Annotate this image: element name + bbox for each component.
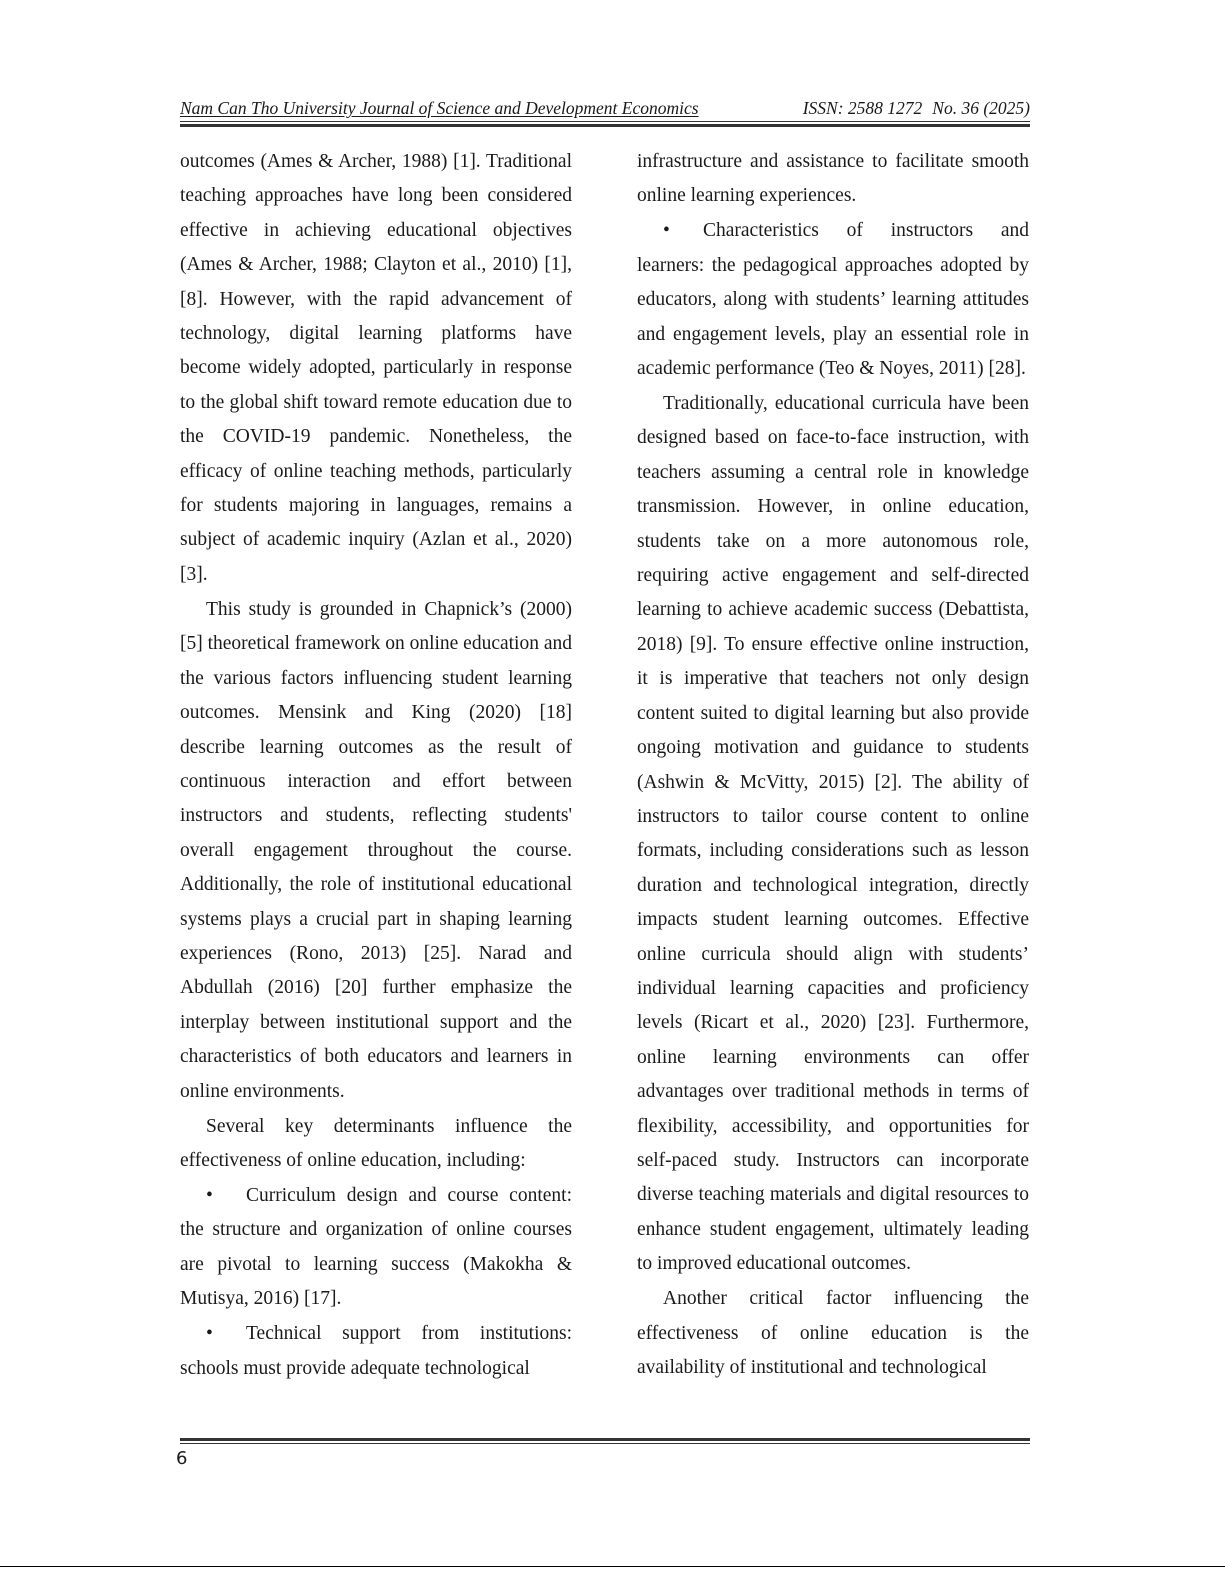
- bullet-item: [180, 1317, 572, 1386]
- bullet-icon: •: [206, 1323, 213, 1345]
- footer-rule-thick: [180, 1438, 1030, 1441]
- bullet-text: Curriculum design and course content: the structure and organization of online courses are pivotal to learning success (Makokha & Mutisya, 2016) [17].: [180, 1184, 572, 1310]
- paragraph: Traditionally, educational curricula have been designed based on face-to-face instruction, with teachers assuming a central role in knowledge transmission. However, in online education, students take on a more autonomous role, requiring active engagement and self-directed learning to achieve academic success (Debattista, 2018) [9]. To ensure effective online instruction, it is imperative that teachers not only design content suited to digital learning but also provide ongoing motivation and guidance to students (Ashwin & McVitty, 2015) [2]. The ability of instructors to tailor course content to online formats, including considerations such as lesson duration and technological integration, directly impacts student learning outcomes. Effective online curricula should align with students’ individual learning capacities and proficiency levels (Ricart et al., 2020) [23]. Furthermore, online learning environments can offer advantages over traditional methods in terms of flexibility, accessibility, and opportunities for self-paced study. Instructors can incorporate diverse teaching materials and digital resources to enhance student engagement, ultimately leading to improved educational outcomes.: [637, 393, 1029, 1275]
- bullet-text: Technical support from institutions: schools must provide adequate technological: [180, 1323, 572, 1379]
- paragraph: This study is grounded in Chapnick’s (2000) [5] theoretical framework on online education and the various factors influencing student learning outcomes. Mensink and King (2020) [18] describe learning outcomes as the result of continuous interaction and effort between instructors and students, reflecting students' overall engagement throughout the course. Additionally, the role of institutional educational systems plays a crucial part in shaping learning experiences (Rono, 2013) [25]. Narad and Abdullah (2016) [20] further emphasize the interplay between institutional support and the characteristics of both educators and learners in online environments.: [180, 598, 573, 1102]
- issn-issue: [803, 96, 1030, 120]
- paragraph: infrastructure and assistance to facilitate smooth online learning experiences.: [637, 151, 1029, 207]
- journal-title: Nam Can Tho University Journal of Science and Development Economics: [180, 98, 699, 118]
- page-edge: [0, 1566, 1225, 1567]
- bullet-text: Characteristics of instructors and learners: the pedagogical approaches adopted by educators, along with students’ learning attitudes and engagement levels, play an essential role in academic performance (Teo & Noyes, 2011) [28].: [637, 220, 1029, 380]
- issn: ISSN: 2588 1272: [802, 98, 923, 118]
- bullet-icon: •: [663, 220, 670, 242]
- page-number: 6: [176, 1448, 188, 1469]
- footer-rule-thin: [180, 1443, 1030, 1444]
- bullet-item: [180, 1179, 572, 1317]
- right-column: [637, 145, 1029, 1385]
- paragraph: outcomes (Ames & Archer, 1988) [1]. Traditional teaching approaches have long been considered effective in achieving educational objectives (Ames & Archer, 1988; Clayton et al., 2010) [1],[8]. However, with the rapid advancement of technology, digital learning platforms have become widely adopted, particularly in response to the global shift toward remote education due to the COVID-19 pandemic. Nonetheless, the efficacy of online teaching methods, particularly for students majoring in languages, remains a subject of academic inquiry (Azlan et al., 2020) [3].: [180, 151, 572, 585]
- running-header: [180, 96, 1030, 120]
- issue-number: No. 36 (2025): [932, 98, 1030, 118]
- paragraph: Another critical factor influencing the effectiveness of online education is the availability of institutional and technological: [637, 1288, 1029, 1378]
- header-rule-thick: [180, 124, 1030, 127]
- paragraph: Several key determinants influence the effectiveness of online education, including:: [180, 1115, 572, 1171]
- header-rule-thin: [180, 121, 1030, 122]
- left-column: [180, 145, 572, 1386]
- bullet-icon: •: [206, 1184, 213, 1206]
- bullet-item: [637, 214, 1029, 386]
